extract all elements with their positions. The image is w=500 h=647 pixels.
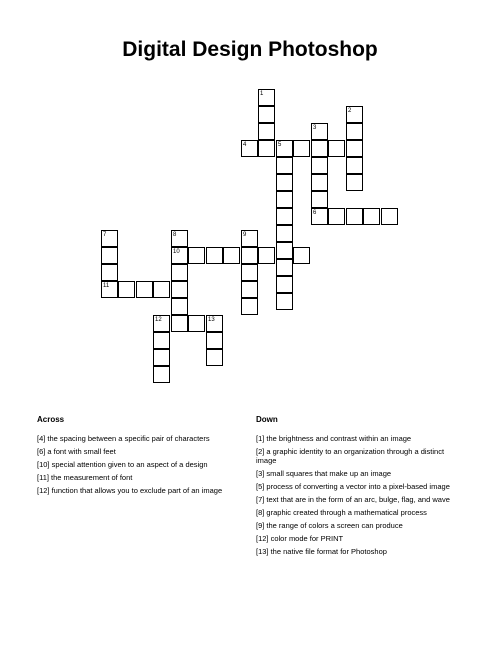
clue-text: special attention given to an aspect of a design (49, 460, 208, 469)
crossword-cell[interactable] (311, 174, 328, 191)
crossword-cell[interactable] (276, 208, 293, 225)
crossword-cell[interactable] (346, 208, 363, 225)
clue-number-label: 12 (155, 317, 162, 323)
down-clue (256, 495, 466, 504)
crossword-cell[interactable] (346, 157, 363, 174)
across-heading: Across (37, 415, 65, 424)
clue-text: process of converting a vector into a pixel-based image (264, 482, 450, 491)
clue-text: the brightness and contrast within an image (264, 434, 412, 443)
clue-text: the native file format for Photoshop (268, 547, 387, 556)
clue-text: the spacing between a specific pair of characters (45, 434, 210, 443)
crossword-cell[interactable] (241, 298, 258, 315)
clue-text: a font with small feet (45, 447, 116, 456)
clue-number-label: 10 (173, 249, 180, 255)
crossword-cell[interactable] (241, 247, 258, 264)
down-clue (256, 547, 466, 556)
crossword-cell[interactable] (293, 140, 310, 157)
clue-number-label: 7 (103, 232, 107, 238)
crossword-cell[interactable] (276, 174, 293, 191)
crossword-cell[interactable] (153, 366, 170, 383)
clue-number: [12] (256, 534, 269, 543)
crossword-cell[interactable] (311, 191, 328, 208)
clue-text: function that allows you to exclude part of an image (49, 486, 223, 495)
crossword-cell[interactable] (258, 247, 275, 264)
clue-number: [5] (256, 482, 265, 491)
crossword-cell[interactable] (258, 123, 275, 140)
crossword-cell[interactable] (293, 247, 310, 264)
crossword-cell[interactable] (171, 281, 188, 298)
crossword-cell[interactable] (188, 247, 205, 264)
crossword-cell[interactable] (153, 281, 170, 298)
crossword-cell[interactable] (206, 247, 223, 264)
crossword-cell[interactable] (276, 259, 293, 276)
clue-number: [7] (256, 495, 265, 504)
clue-number: [8] (256, 508, 265, 517)
clue-text: a graphic identity to an organization through a distinct image (256, 447, 445, 465)
clue-number: [10] (37, 460, 50, 469)
down-clue (256, 521, 466, 530)
crossword-cell[interactable] (258, 106, 275, 123)
down-clue (256, 482, 466, 491)
clue-text: the measurement of font (48, 473, 133, 482)
crossword-cell[interactable] (188, 315, 205, 332)
crossword-cell[interactable] (346, 140, 363, 157)
crossword-cell[interactable] (276, 191, 293, 208)
crossword-cell[interactable] (241, 264, 258, 281)
crossword-cell[interactable] (276, 276, 293, 293)
clue-number-label: 3 (313, 125, 317, 131)
crossword-cell[interactable] (311, 140, 328, 157)
crossword-cell[interactable] (171, 264, 188, 281)
crossword-cell[interactable] (101, 264, 118, 281)
down-clue (256, 508, 466, 517)
clue-number-label: 8 (173, 232, 177, 238)
down-heading: Down (256, 415, 278, 424)
down-clue (256, 434, 466, 443)
crossword-cell[interactable] (153, 332, 170, 349)
clue-number-label: 5 (278, 142, 282, 148)
clue-number-label: 13 (208, 317, 215, 323)
crossword-cell[interactable] (153, 349, 170, 366)
crossword-cell[interactable] (241, 281, 258, 298)
clue-number: [6] (37, 447, 46, 456)
crossword-cell[interactable] (171, 298, 188, 315)
clue-number-label: 2 (348, 108, 352, 114)
clue-text: color mode for PRINT (268, 534, 344, 543)
across-clue (37, 486, 242, 495)
crossword-cell[interactable] (381, 208, 398, 225)
crossword-cell[interactable] (328, 208, 345, 225)
crossword-cell[interactable] (101, 247, 118, 264)
clue-number: [9] (256, 521, 265, 530)
down-clue-list (256, 434, 466, 560)
clue-text: text that are in the form of an arc, bulge, flag, and wave (264, 495, 450, 504)
crossword-cell[interactable] (346, 123, 363, 140)
clue-number-label: 1 (260, 91, 264, 97)
clue-number: [1] (256, 434, 265, 443)
crossword-cell[interactable] (311, 157, 328, 174)
across-clue-list (37, 434, 242, 499)
clue-number-label: 9 (243, 232, 247, 238)
page-title: Digital Design Photoshop (122, 38, 378, 61)
crossword-cell[interactable] (328, 140, 345, 157)
crossword-cell[interactable] (276, 157, 293, 174)
crossword-cell[interactable] (171, 315, 188, 332)
down-clue (256, 469, 466, 478)
crossword-cell[interactable] (136, 281, 153, 298)
crossword-cell[interactable] (258, 140, 275, 157)
clue-text: small squares that make up an image (264, 469, 392, 478)
crossword-cell[interactable] (118, 281, 135, 298)
clue-text: graphic created through a mathematical process (264, 508, 427, 517)
crossword-cell[interactable] (346, 174, 363, 191)
down-clue (256, 447, 466, 465)
crossword-cell[interactable] (276, 293, 293, 310)
crossword-cell[interactable] (363, 208, 380, 225)
across-clue (37, 434, 242, 443)
crossword-cell[interactable] (276, 225, 293, 242)
clue-number: [4] (37, 434, 46, 443)
across-clue (37, 447, 242, 456)
clue-number: [13] (256, 547, 269, 556)
crossword-cell[interactable] (276, 242, 293, 259)
clue-number-label: 6 (313, 210, 317, 216)
crossword-cell[interactable] (223, 247, 240, 264)
clue-number-label: 11 (103, 283, 110, 289)
crossword-cell[interactable] (206, 349, 223, 366)
clue-number-label: 4 (243, 142, 247, 148)
across-clue (37, 473, 242, 482)
clue-number: [12] (37, 486, 50, 495)
crossword-cell[interactable] (206, 332, 223, 349)
clue-number: [2] (256, 447, 265, 456)
clue-number: [11] (37, 473, 49, 482)
down-clue (256, 534, 466, 543)
clue-text: the range of colors a screen can produce (264, 521, 403, 530)
across-clue (37, 460, 242, 469)
clue-number: [3] (256, 469, 265, 478)
